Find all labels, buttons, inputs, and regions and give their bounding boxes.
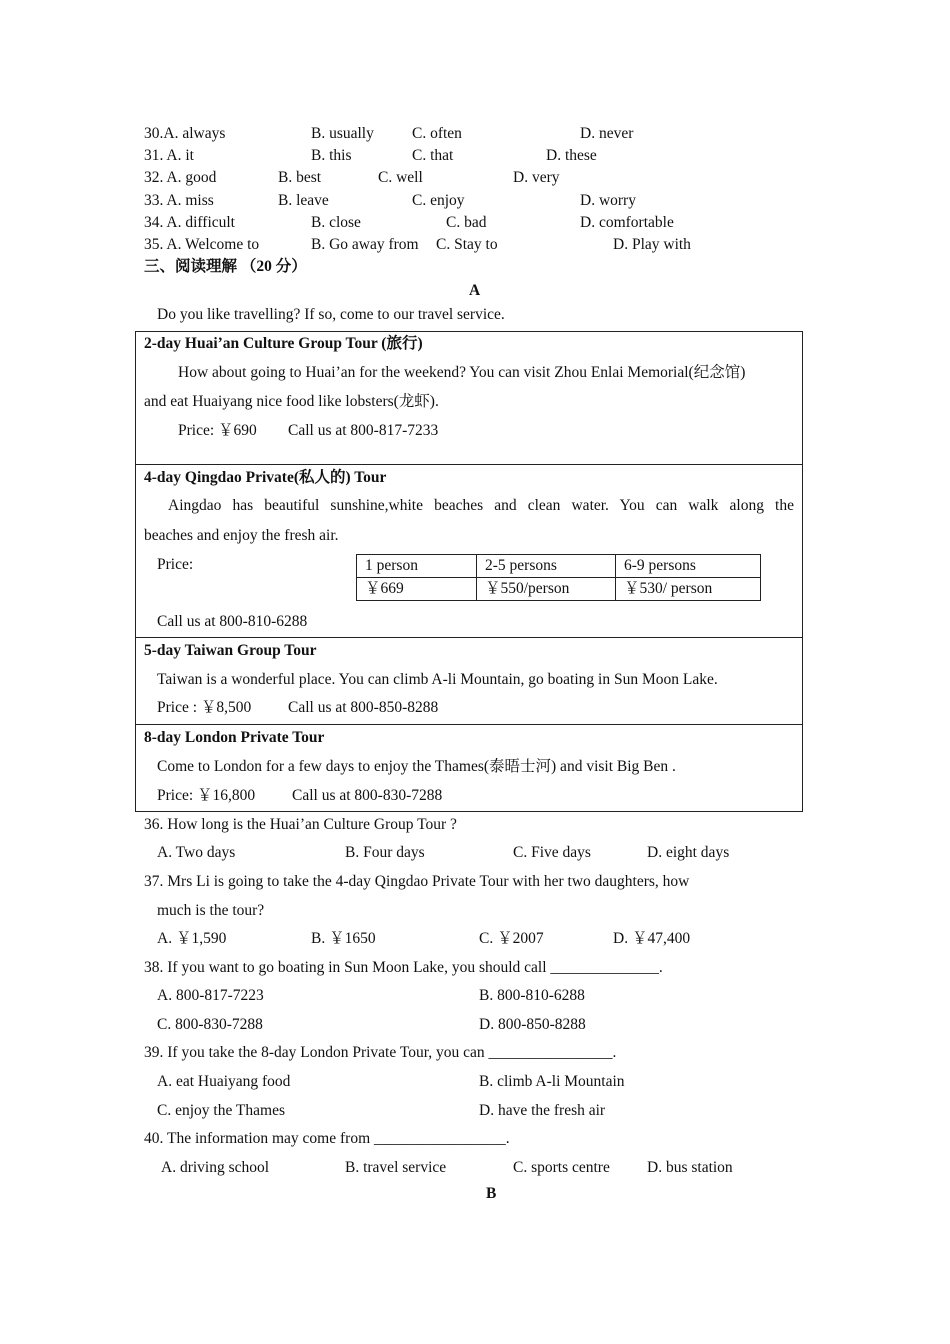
cloze-30-b: B. usually <box>311 125 374 142</box>
cloze-30-a: 30.A. always <box>144 125 226 142</box>
price-table <box>356 554 761 601</box>
cloze-30-c: C. often <box>412 125 462 142</box>
q38-option-b: B. 800-810-6288 <box>479 987 585 1004</box>
price-table-cell: ￥530/ person <box>616 578 761 601</box>
price-table-header-row <box>357 555 761 578</box>
tour-1-desc-1: How about going to Huai’an for the weekend? You can visit Zhou Enlai Memorial(纪念馆) <box>178 364 746 381</box>
q37-option-b: B. ￥1650 <box>311 930 376 947</box>
cloze-32-d: D. very <box>513 169 560 186</box>
cloze-35-c: C. Stay to <box>436 236 498 253</box>
cloze-33-a: 33. A. miss <box>144 192 214 209</box>
q38-option-d: D. 800-850-8288 <box>479 1016 586 1033</box>
tour-1-desc-2: and eat Huaiyang nice food like lobsters(龙虾). <box>144 393 439 410</box>
tour-1-price: Price: ￥690 <box>178 422 257 439</box>
q36-option-a: A. Two days <box>157 844 236 861</box>
tour-2-phone: Call us at 800-810-6288 <box>157 613 308 630</box>
cloze-31-d: D. these <box>546 147 597 164</box>
cloze-30-d: D. never <box>580 125 634 142</box>
question-39: 39. If you take the 8-day London Private Tour, you can ________________. <box>144 1044 617 1061</box>
tour-4-desc: Come to London for a few days to enjoy the Thames(泰晤士河) and visit Big Ben . <box>157 758 676 775</box>
tour-divider-2 <box>135 637 803 638</box>
tour-divider-1 <box>135 464 803 465</box>
cloze-32-b: B. best <box>278 169 322 186</box>
price-table-header: 2-5 persons <box>477 555 616 578</box>
tour-4-phone: Call us at 800-830-7288 <box>292 787 443 804</box>
q39-option-b: B. climb A-li Mountain <box>479 1073 625 1090</box>
cloze-33-b: B. leave <box>278 192 329 209</box>
q37-option-a: A. ￥1,590 <box>157 930 227 947</box>
cloze-32-a: 32. A. good <box>144 169 217 186</box>
cloze-33-d: D. worry <box>580 192 636 209</box>
tour-4-title: 8-day London Private Tour <box>144 729 325 746</box>
tour-2-desc-2: beaches and enjoy the fresh air. <box>144 527 339 544</box>
tour-3-phone: Call us at 800-850-8288 <box>288 699 439 716</box>
tour-4-price: Price: ￥16,800 <box>157 787 256 804</box>
q38-option-a: A. 800-817-7223 <box>157 987 264 1004</box>
tour-3-price: Price : ￥8,500 <box>157 699 252 716</box>
price-table-header: 1 person <box>357 555 477 578</box>
q40-option-b: B. travel service <box>345 1159 447 1176</box>
cloze-34-d: D. comfortable <box>580 214 674 231</box>
tour-1-title: 2-day Huai’an Culture Group Tour (旅行) <box>144 335 423 352</box>
price-table-cell: ￥669 <box>357 578 477 601</box>
q37-option-c: C. ￥2007 <box>479 930 544 947</box>
cloze-31-c: C. that <box>412 147 454 164</box>
question-40: 40. The information may come from _________________. <box>144 1130 510 1147</box>
price-table-cell: ￥550/person <box>477 578 616 601</box>
passage-b-label: B <box>486 1185 497 1202</box>
q36-option-b: B. Four days <box>345 844 425 861</box>
q38-option-c: C. 800-830-7288 <box>157 1016 263 1033</box>
cloze-33-c: C. enjoy <box>412 192 465 209</box>
question-38: 38. If you want to go boating in Sun Moon Lake, you should call ______________. <box>144 959 663 976</box>
cloze-35-d: D. Play with <box>613 236 691 253</box>
q39-option-d: D. have the fresh air <box>479 1102 606 1119</box>
price-table-header: 6-9 persons <box>616 555 761 578</box>
question-37: 37. Mrs Li is going to take the 4-day Qingdao Private Tour with her two daughters, how <box>144 873 690 890</box>
tour-3-desc: Taiwan is a wonderful place. You can climb A-li Mountain, go boating in Sun Moon Lake. <box>157 671 718 688</box>
cloze-35-a: 35. A. Welcome to <box>144 236 260 253</box>
question-37-cont: much is the tour? <box>157 902 265 919</box>
passage-intro: Do you like travelling? If so, come to our travel service. <box>157 306 505 323</box>
tour-1-phone: Call us at 800-817-7233 <box>288 422 439 439</box>
tour-2-price-label: Price: <box>157 556 194 573</box>
cloze-35-b: B. Go away from <box>311 236 419 253</box>
q39-option-a: A. eat Huaiyang food <box>157 1073 291 1090</box>
q36-option-c: C. Five days <box>513 844 591 861</box>
q36-option-d: D. eight days <box>647 844 730 861</box>
tour-2-desc-1: Aingdao has beautiful sunshine,white beaches and clean water. You can walk along the <box>168 497 794 514</box>
question-36: 36. How long is the Huai’an Culture Group Tour ? <box>144 816 457 833</box>
cloze-31-a: 31. A. it <box>144 147 194 164</box>
price-table-value-row <box>357 578 761 601</box>
q40-option-c: C. sports centre <box>513 1159 610 1176</box>
cloze-31-b: B. this <box>311 147 352 164</box>
q40-option-d: D. bus station <box>647 1159 733 1176</box>
q39-option-c: C. enjoy the Thames <box>157 1102 285 1119</box>
q37-option-d: D. ￥47,400 <box>613 930 691 947</box>
tour-3-title: 5-day Taiwan Group Tour <box>144 642 317 659</box>
cloze-34-a: 34. A. difficult <box>144 214 235 231</box>
cloze-34-b: B. close <box>311 214 361 231</box>
cloze-32-c: C. well <box>378 169 423 186</box>
q40-option-a: A. driving school <box>161 1159 270 1176</box>
section-title: 三、阅读理解 （20 分） <box>144 258 307 275</box>
tour-divider-3 <box>135 724 803 725</box>
tour-2-title: 4-day Qingdao Private(私人的) Tour <box>144 469 387 486</box>
passage-a-label: A <box>469 282 481 299</box>
cloze-34-c: C. bad <box>446 214 487 231</box>
